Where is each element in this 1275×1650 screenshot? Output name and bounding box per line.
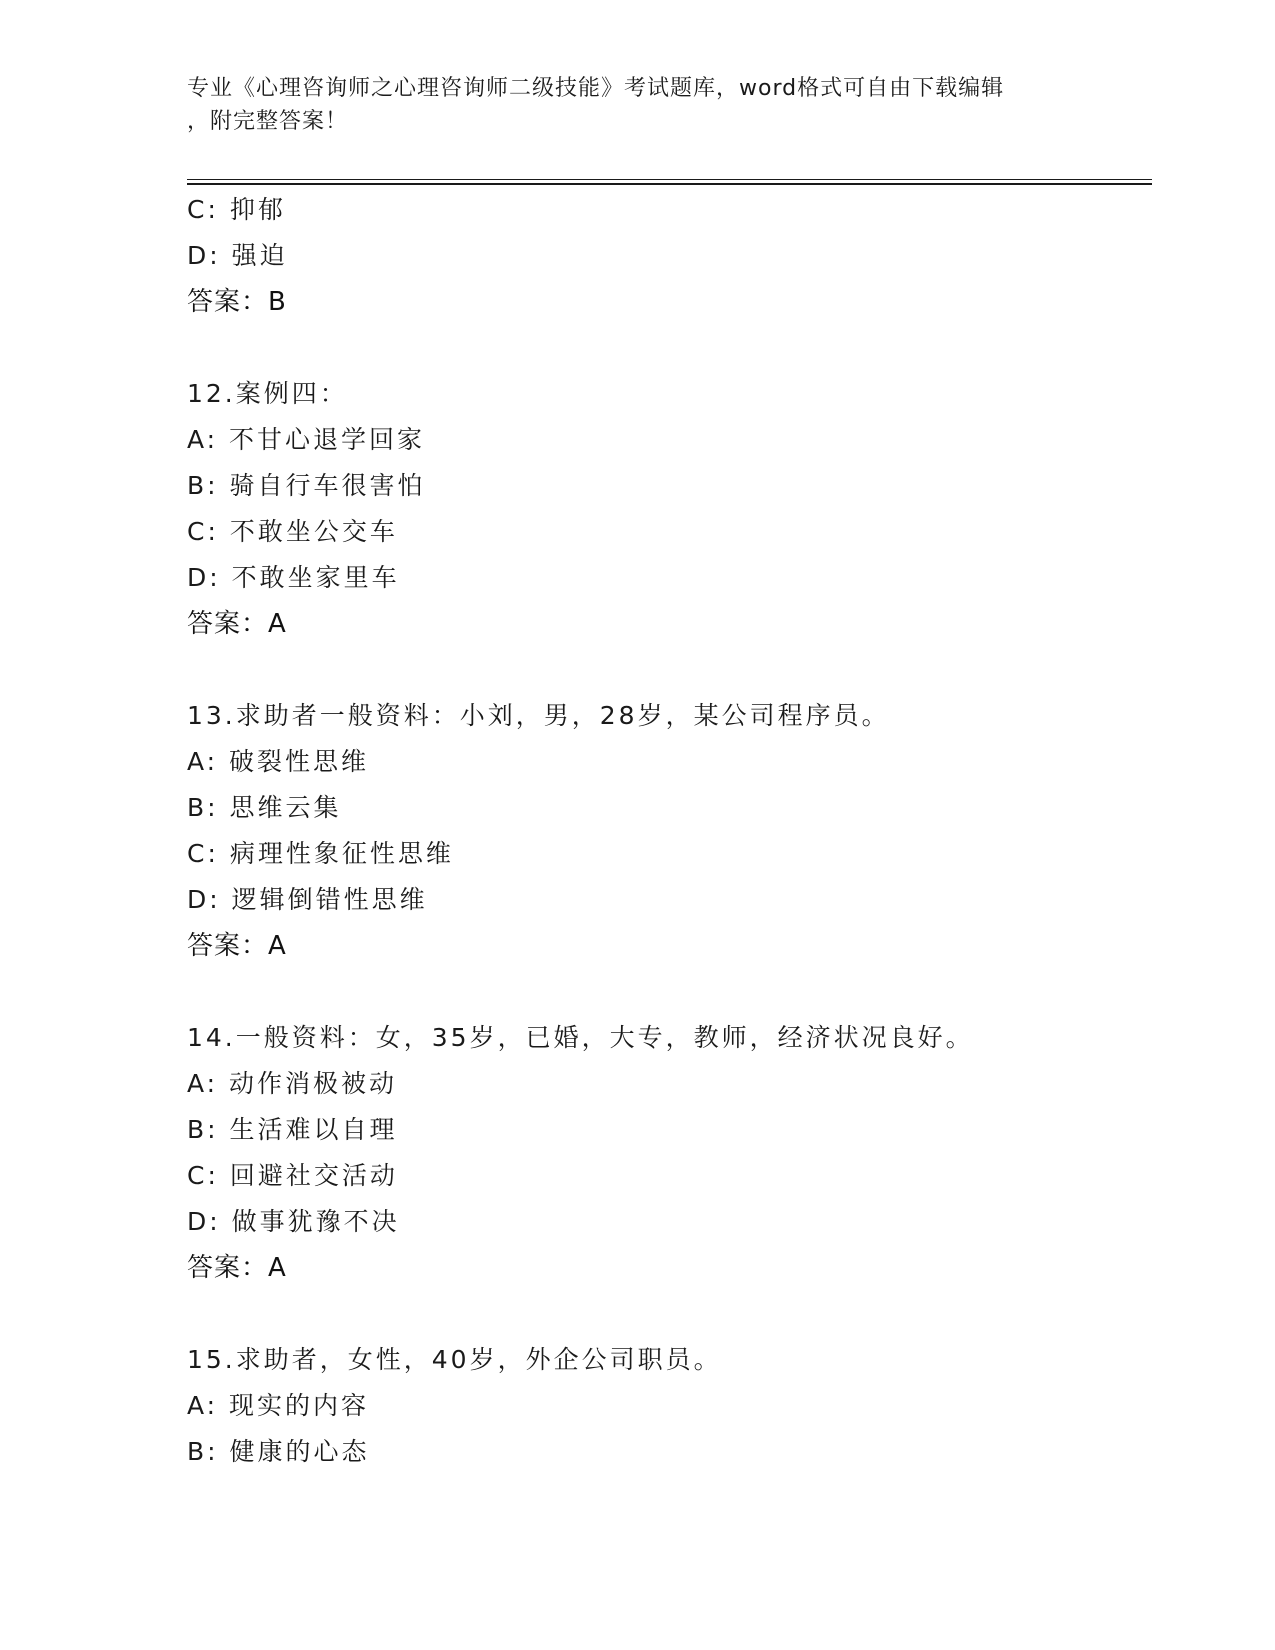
option-b: B: 骑自行车很害怕 [187,471,426,500]
question-text: 13.求助者一般资料：小刘，男，28岁，某公司程序员。 [187,701,890,730]
option-d: D: 做事犹豫不决 [187,1207,400,1236]
header-title-line-1: 专业《心理咨询师之心理咨询师二级技能》考试题库，word格式可自由下载编辑 [187,76,1005,101]
question-text: 15.求助者，女性，40岁，外企公司职员。 [187,1345,722,1374]
header-divider-thick [187,183,1152,185]
option-a: A: 动作消极被动 [187,1069,398,1098]
question-list [187,187,1147,1475]
question-block-15 [187,1337,1147,1475]
option-d: D: 强迫 [187,241,288,270]
option-d: D: 不敢坐家里车 [187,563,400,592]
question-block-13 [187,693,1147,969]
document-header [187,72,1087,138]
option-c: C: 抑郁 [187,195,286,224]
option-b: B: 健康的心态 [187,1437,370,1466]
question-block-12 [187,371,1147,647]
answer-line: 答案：B [187,287,287,317]
question-text: 14.一般资料：女，35岁，已婚，大专，教师，经济状况良好。 [187,1023,974,1052]
answer-line: 答案：A [187,931,287,961]
question-block-11 [187,187,1147,325]
header-divider-thin [187,179,1152,180]
option-c: C: 不敢坐公交车 [187,517,398,546]
question-block-14 [187,1015,1147,1291]
option-c: C: 病理性象征性思维 [187,839,454,868]
answer-line: 答案：A [187,1253,287,1283]
option-a: A: 不甘心退学回家 [187,425,426,454]
question-text: 12.案例四： [187,379,348,408]
option-b: B: 生活难以自理 [187,1115,398,1144]
answer-line: 答案：A [187,609,287,639]
option-a: A: 破裂性思维 [187,747,370,776]
option-d: D: 逻辑倒错性思维 [187,885,428,914]
option-c: C: 回避社交活动 [187,1161,398,1190]
option-a: A: 现实的内容 [187,1391,370,1420]
header-title-line-2: ，附完整答案！ [187,109,349,134]
option-b: B: 思维云集 [187,793,342,822]
